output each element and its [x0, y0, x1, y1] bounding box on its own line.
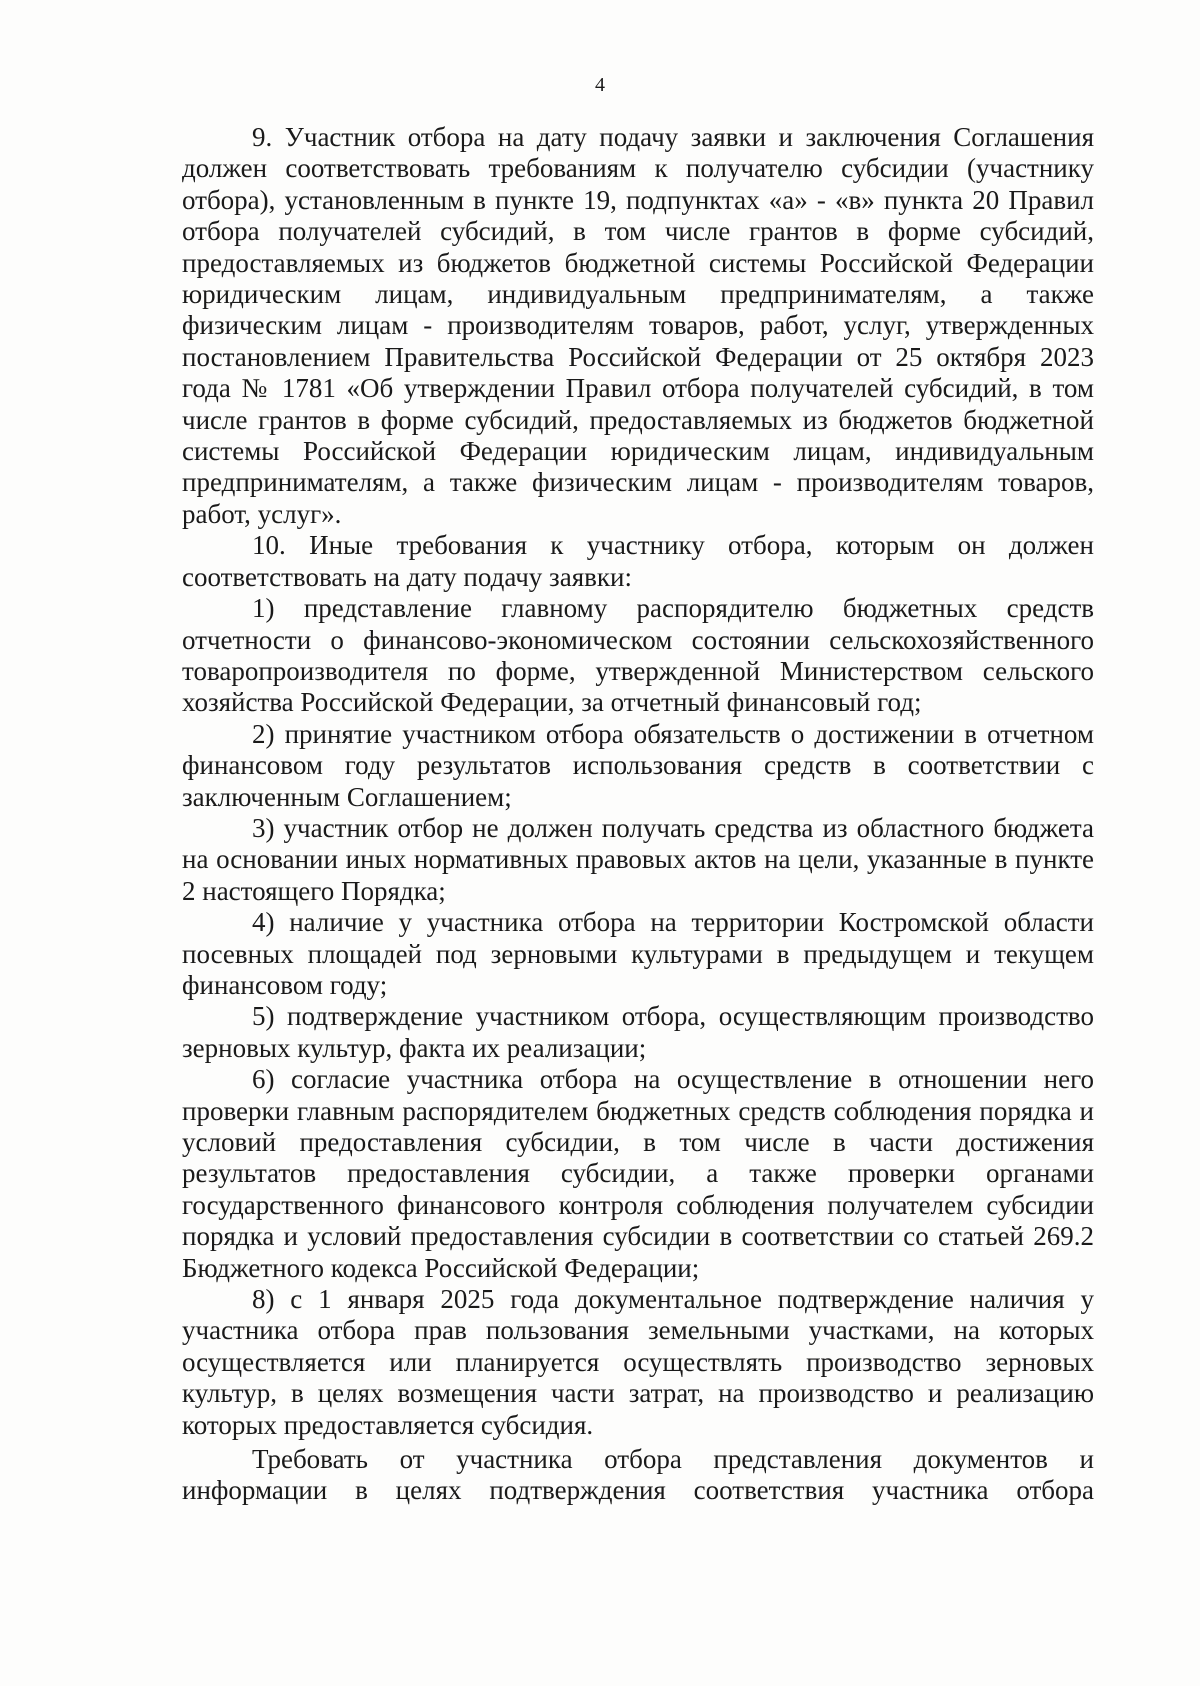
document-body [182, 122, 1094, 1507]
list-item-3: 3) участник отбор не должен получать средства из областного бюджета на основании иных нормативных правовых актов на цели, указанные в пункте 2 настоящего Порядка; [182, 812, 1094, 906]
list-item-5: 5) подтверждение участником отбора, осуществляющим производство зерновых культур, факта их реализации; [182, 1001, 1094, 1063]
list-item-6: 6) согласие участника отбора на осуществление в отношении него проверки главным распорядителем бюджетных средств соблюдения порядка и условий предоставления субсидии, в том числе в части достижения результатов предоставления субсидии, а также проверки органами государственного финансового контроля соблюдения получателем субсидии порядка и условий предоставления субсидии в соответствии со статьей 269.2 Бюджетного кодекса Российской Федерации; [182, 1064, 1094, 1283]
list-item-8: 8) с 1 января 2025 года документальное подтверждение наличия у участника отбора прав пользования земельными участками, на которых осуществляется или планируется осуществлять производство зерновых культур, в целях возмещения части затрат, на производство и реализацию которых предоставляется субсидия. [182, 1284, 1094, 1440]
paragraph-requirements: Требовать от участника отбора представления документов и информации в целях подтверждения соответствия участника отбора [182, 1444, 1094, 1506]
page-number: 4 [595, 74, 605, 96]
list-item-4: 4) наличие у участника отбора на территории Костромской области посевных площадей под зерновыми культурами в предыдущем и текущем финансовом году; [182, 907, 1094, 1000]
paragraph-10: 10. Иные требования к участнику отбора, которым он должен соответствовать на дату подачу заявки: [182, 530, 1094, 592]
paragraph-9: 9. Участник отбора на дату подачу заявки и заключения Соглашения должен соответствовать требованиям к получателю субсидии (участнику отбора), установленным в пункте 19, подпунктах «а» - «в» пункта 20 Правил отбора получателей субсидий, в том числе грантов в форме субсидий, предоставляемых из бюджетов бюджетной системы Российской Федерации юридическим лицам, индивидуальным предпринимателям, а также физическим лицам - производителям товаров, работ, услуг, утвержденных постановлением Правительства Российской Федерации от 25 октября 2023 года № 1781 «Об утверждении Правил отбора получателей субсидий, в том числе грантов в форме субсидий, предоставляемых из бюджетов бюджетной системы Российской Федерации юридическим лицам, индивидуальным предпринимателям, а также физическим лицам - производителям товаров, работ, услуг». [182, 122, 1094, 529]
list-item-1: 1) представление главному распорядителю бюджетных средств отчетности о финансово-экономическом состоянии сельскохозяйственного товаропроизводителя по форме, утвержденной Министерством сельского хозяйства Российской Федерации, за отчетный финансовый год; [182, 593, 1094, 718]
list-item-2: 2) принятие участником отбора обязательств о достижении в отчетном финансовом году результатов использования средств в соответствии с заключенным Соглашением; [182, 718, 1094, 812]
